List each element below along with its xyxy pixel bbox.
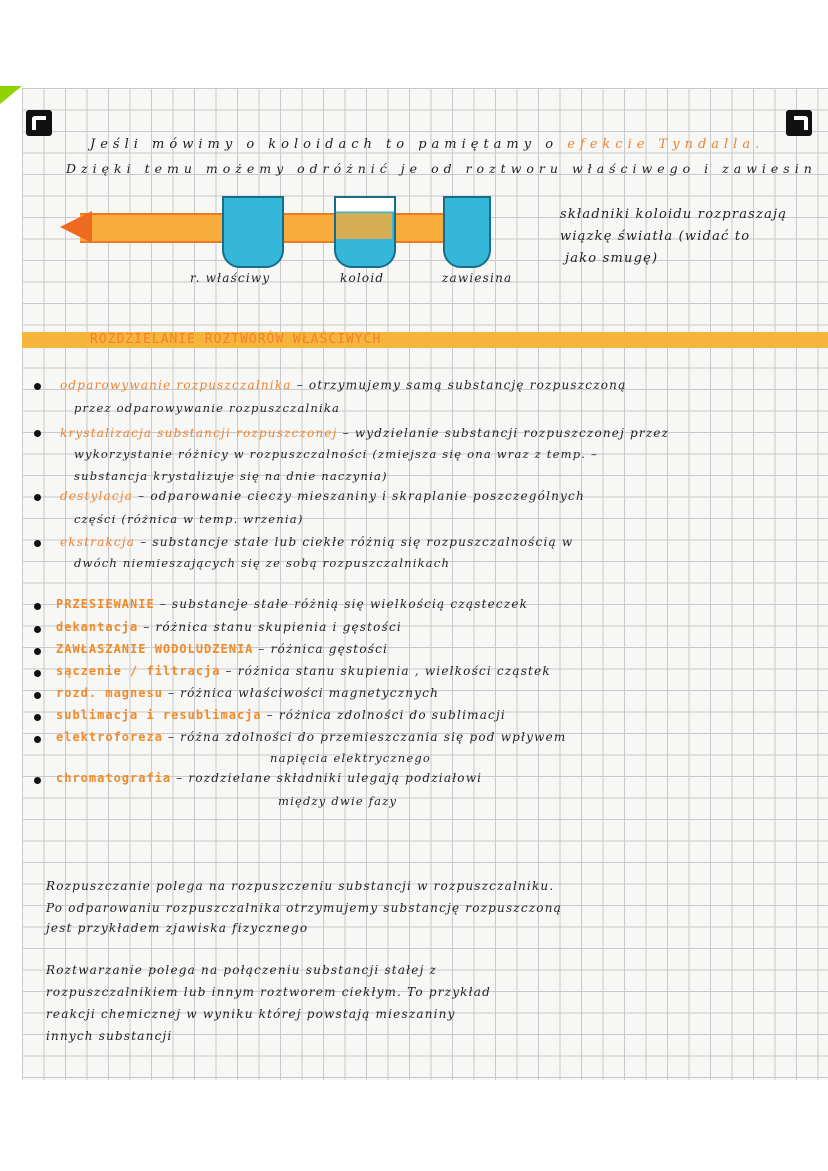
list2-item-3: ZAWŁASZANIE WODOLUDZENIA – różnica gęstości xyxy=(56,642,389,656)
bullet xyxy=(34,626,41,633)
list1-item-2-cont-2: substancja krystalizuje się na dnie naczynia) xyxy=(74,469,388,483)
label-colloid: koloid xyxy=(340,271,385,285)
list1-item-3-cont: części (różnica w temp. wrzenia) xyxy=(74,512,304,526)
bullet xyxy=(34,736,41,743)
list1-item-1: odparowywanie rozpuszczalnika – otrzymujemy samą substancję rozpuszczoną xyxy=(60,378,627,392)
list2-item-4: sączenie / filtracja – różnica stanu skupienia , wielkości cząstek xyxy=(56,664,551,678)
note-line-1: składniki koloidu rozpraszają xyxy=(560,207,788,222)
list1-item-1-cont: przez odparowywanie rozpuszczalnika xyxy=(74,401,341,415)
section-title: ROZDZIELANIE ROZTWORÓW WŁAŚCIWYCH xyxy=(90,332,382,347)
bullet xyxy=(34,430,41,437)
corner-fold-icon-right xyxy=(786,110,812,136)
tyndall-highlight: efekcie Tyndalla. xyxy=(567,137,765,152)
tube-suspension xyxy=(443,196,491,268)
bullet xyxy=(34,692,41,699)
list2-item-7: elektroforeza – różna zdolności do przemieszczania się pod wpływem xyxy=(56,730,567,744)
bullet xyxy=(34,670,41,677)
list2-item-6: sublimacja i resublimacja – różnica zdolności do sublimacji xyxy=(56,708,506,722)
list2-item-2: dekantacja – różnica stanu skupienia i gęstości xyxy=(56,620,402,634)
bullet xyxy=(34,777,41,784)
header-line-2: Dzięki temu możemy odróżnić je od roztworu właściwego i zawiesin xyxy=(66,161,817,176)
para2-line-2: rozpuszczalnikiem lub innym roztworem ciekłym. To przykład xyxy=(46,985,491,999)
tube-true-solution xyxy=(222,196,284,268)
bullet xyxy=(34,603,41,610)
bullet xyxy=(34,494,41,501)
para2-line-4: innych substancji xyxy=(46,1029,173,1043)
bullet xyxy=(34,540,41,547)
list2-item-5: rozd. magnesu – różnica właściwości magnetycznych xyxy=(56,686,439,700)
beam-through-colloid xyxy=(336,213,392,239)
bullet xyxy=(34,714,41,721)
list1-item-4-cont: dwóch niemieszających się ze sobą rozpuszczalnikach xyxy=(74,556,451,570)
list1-item-2-cont-1: wykorzystanie różnicy w rozpuszczalności (zmiejsza się ona wraz z temp. – xyxy=(74,447,598,461)
corner-mark xyxy=(0,86,22,104)
para1-line-1: Rozpuszczanie polega na rozpuszczeniu substancji w rozpuszczalniku. xyxy=(46,879,555,893)
para2-line-3: reakcji chemicznej w wyniku której powstają mieszaniny xyxy=(46,1007,456,1021)
para2-line-1: Roztwarzanie polega na połączeniu substancji stałej z xyxy=(46,963,438,977)
bullet xyxy=(34,383,41,390)
light-source-tip xyxy=(60,211,92,243)
list1-item-4: ekstrakcja – substancje stałe lub ciekłe różnią się rozpuszczalnością w xyxy=(60,535,574,549)
label-true-solution: r. właściwy xyxy=(190,271,271,285)
list2-item-8-cont: między dwie fazy xyxy=(278,794,398,808)
list2-item-1: PRZESIEWANIE – substancje stałe różnią się wielkością cząsteczek xyxy=(56,597,529,611)
corner-fold-icon-left xyxy=(26,110,52,136)
note-line-3: jako smugę) xyxy=(565,251,659,266)
list1-item-2: krystalizacja substancji rozpuszczonej – wydzielanie substancji rozpuszczonej przez xyxy=(60,426,670,440)
para1-line-3: jest przykładem zjawiska fizycznego xyxy=(46,921,309,935)
list2-item-7-cont: napięcia elektrycznego xyxy=(270,751,432,765)
label-suspension: zawiesina xyxy=(442,271,513,285)
list1-item-3: destylacja – odparowanie cieczy mieszaniny i skraplanie poszczególnych xyxy=(60,489,585,503)
header-line-1: Jeśli mówimy o koloidach to pamiętamy o efekcie Tyndalla. xyxy=(90,137,765,152)
para1-line-2: Po odparowaniu rozpuszczalnika otrzymujemy substancję rozpuszczoną xyxy=(46,901,562,915)
bullet xyxy=(34,648,41,655)
note-line-2: wiązkę światła (widać to xyxy=(560,229,751,244)
list2-item-8: chromatografia – rozdzielane składniki ulegają podziałowi xyxy=(56,771,483,785)
